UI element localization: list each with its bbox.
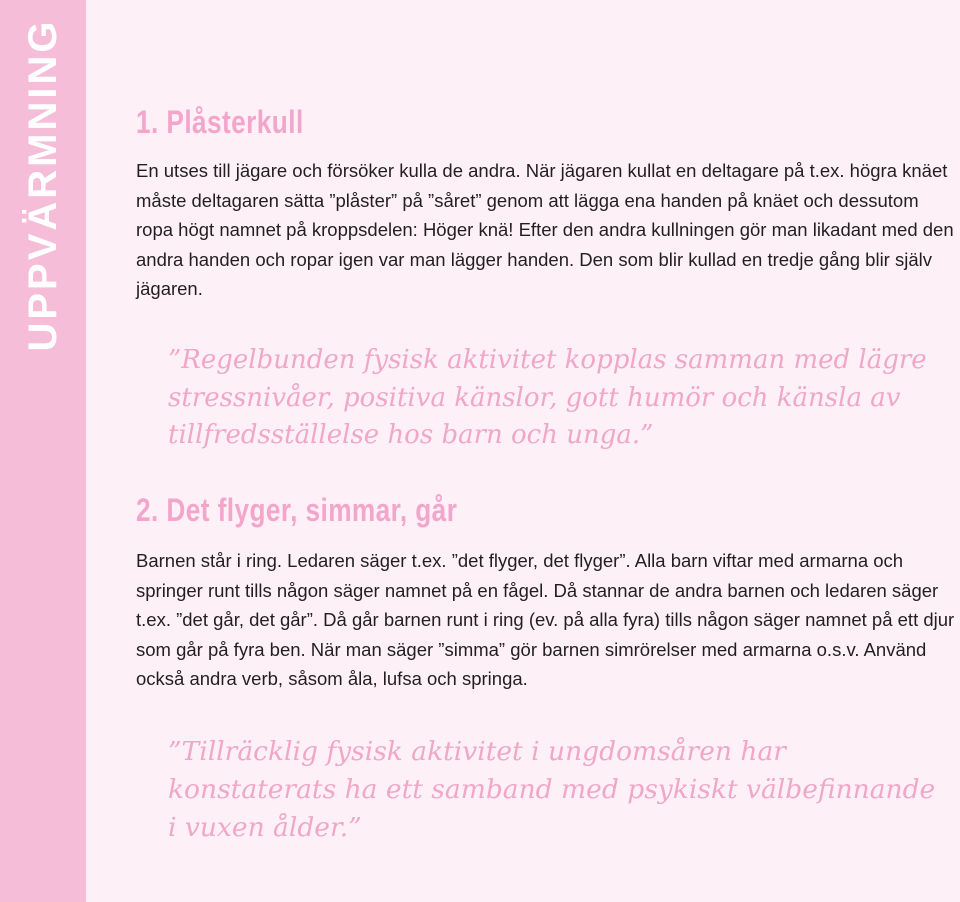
sidebar-band xyxy=(0,0,86,902)
section-1-heading: 1. Plåsterkull xyxy=(136,104,304,140)
section-2-body: Barnen står i ring. Ledaren säger t.ex. ”det flyger, det flyger”. Alla barn viftar med armarna och springer runt tills någon säger namnet på en fågel. Då stannar de andra barnen och ledaren säger t.ex. ”det går, det går”. Då går barnen runt i ring (ev. på alla fyra) tills någon säger namnet på ett djur som går på fyra ben. När man säger ”simma” gör barnen simrörelser med armarna o.s.v. Använd också andra verb, såsom åla, lufsa och springa. xyxy=(136,550,955,690)
pull-quote-1: ”Regelbunden fysisk aktivitet kopplas samman med lägre stressnivåer, positiva känslor, gott humör och känsla av tillfredsställelse hos barn och unga.” xyxy=(168,345,927,450)
section-2-heading: 2. Det flyger, simmar, går xyxy=(136,492,458,528)
pull-quote-2: ”Tillräcklig fysisk aktivitet i ungdomsåren har konstaterats ha ett samband med psykiskt välbefinnande i vuxen ålder.” xyxy=(168,736,936,843)
section-1-body: En utses till jägare och försöker kulla de andra. När jägaren kullat en deltagare på t.ex. högra knäet måste deltagaren sätta ”plåster” på ”såret” genom att lägga ena handen på knäet och dessutom ropa högt namnet på kroppsdelen: Höger knä! Efter den andra kullningen gör man likadant med den andra handen och ropar igen var man lägger handen. Den som blir kullad en tredje gång blir själv jägaren. xyxy=(136,160,954,300)
sidebar-section-label: UPPVÄRMNING xyxy=(21,18,65,352)
